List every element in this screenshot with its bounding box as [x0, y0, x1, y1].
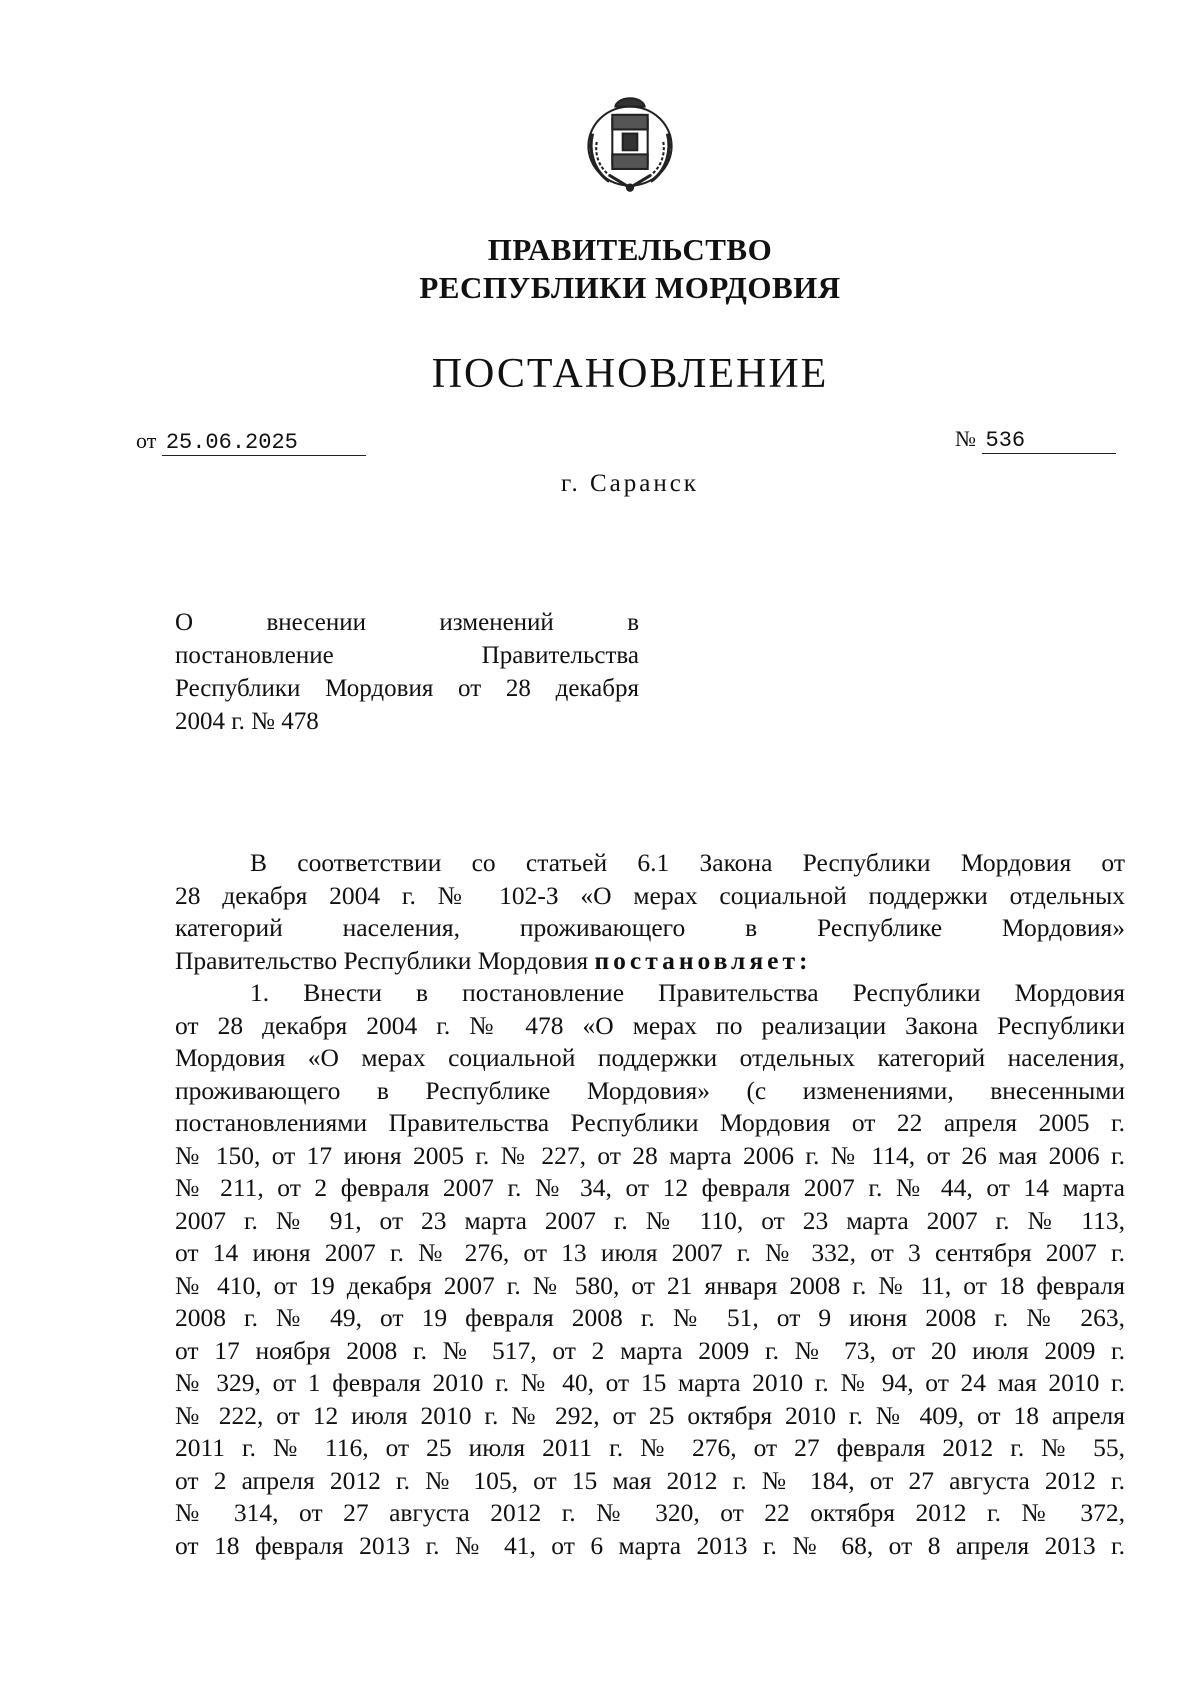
subject-line: Республики Мордовия от 28 декабря: [175, 675, 639, 702]
body-line: 2007 г. № 91, от 23 марта 2007 г. № 110, от 23 марта 2007 г. № 113,: [175, 1205, 1125, 1235]
document-subject: [175, 606, 639, 738]
body-line: проживающего в Республике Мордовия» (с изменениями, внесенными: [175, 1075, 1125, 1105]
body-line: категорий населения, проживающего в Республике Мордовия»: [175, 913, 1125, 942]
body-line: от 14 июня 2007 г. № 276, от 13 июля 2007 г. № 332, от 3 сентября 2007 г.: [175, 1238, 1125, 1267]
org-name-line2: РЕСПУБЛИКИ МОРДОВИЯ: [419, 270, 841, 305]
body-line: 2011 г. № 116, от 25 июля 2011 г. № 276, от 27 февраля 2012 г. № 55,: [175, 1433, 1125, 1462]
subject-line: постановление Правительства: [175, 642, 639, 669]
body-line: Мордовия «О мерах социальной поддержки отдельных категорий населения,: [175, 1043, 1125, 1072]
document-body: [175, 847, 1125, 1562]
body-line: № 329, от 1 февраля 2010 г. № 40, от 15 марта 2010 г. № 94, от 24 мая 2010 г.: [175, 1368, 1125, 1397]
body-line: № 410, от 19 декабря 2007 г. № 580, от 21 января 2008 г. № 11, от 18 февраля: [175, 1270, 1125, 1300]
body-line: № 222, от 12 июля 2010 г. № 292, от 25 октября 2010 г. № 409, от 18 апреля: [175, 1400, 1125, 1430]
number-prefix: №: [955, 426, 976, 451]
body-line: 28 декабря 2004 г. № 102-З «О мерах социальной поддержки отдельных: [175, 880, 1125, 910]
body-line: [175, 945, 1125, 978]
subject-line: 2004 г. № 478: [175, 708, 319, 735]
document-type: ПОСТАНОВЛЕНИЕ: [431, 351, 829, 397]
preamble-subject: Правительство Республики Мордовия: [175, 945, 589, 975]
body-line: 2008 г. № 49, от 19 февраля 2008 г. № 51, от 9 июня 2008 г. № 263,: [175, 1303, 1125, 1332]
body-line: № 211, от 2 февраля 2007 г. № 34, от 12 февраля 2007 г. № 44, от 14 марта: [175, 1173, 1125, 1202]
body-line: № 150, от 17 июня 2005 г. № 227, от 28 марта 2006 г. № 114, от 26 мая 2006 г.: [175, 1140, 1125, 1170]
date-row: [136, 428, 366, 456]
body-line: 1. Внести в постановление Правительства Республики Мордовия: [250, 978, 1125, 1007]
subject-line: О внесении изменений в: [175, 609, 639, 636]
body-line: В соответствии со статьей 6.1 Закона Республики Мордовия от: [250, 848, 1125, 877]
document-date: 25.06.2025: [162, 430, 366, 456]
body-line: от 28 декабря 2004 г. № 478 «О мерах по реализации Закона Республики: [175, 1010, 1125, 1040]
body-line: от 2 апреля 2012 г. № 105, от 15 мая 2012 г. № 184, от 27 августа 2012 г.: [175, 1465, 1125, 1495]
body-line: постановлениями Правительства Республики Мордовия от 22 апреля 2005 г.: [175, 1108, 1125, 1137]
body-line: от 18 февраля 2013 г. № 41, от 6 марта 2013 г. № 68, от 8 апреля 2013 г.: [175, 1530, 1125, 1560]
date-prefix: от: [136, 428, 157, 453]
org-name-line1: ПРАВИТЕЛЬСТВО: [487, 232, 773, 267]
body-line: № 314, от 27 августа 2012 г. № 320, от 22 октября 2012 г. № 372,: [175, 1498, 1125, 1527]
decree-word: постановляет:: [594, 945, 812, 975]
document-number: 536: [982, 428, 1116, 454]
body-line: от 17 ноября 2008 г. № 517, от 2 марта 2009 г. № 73, от 20 июля 2009 г.: [175, 1335, 1125, 1365]
coat-of-arms-icon: [578, 92, 682, 196]
city: г. Саранск: [561, 470, 699, 497]
number-row: [955, 426, 1116, 454]
